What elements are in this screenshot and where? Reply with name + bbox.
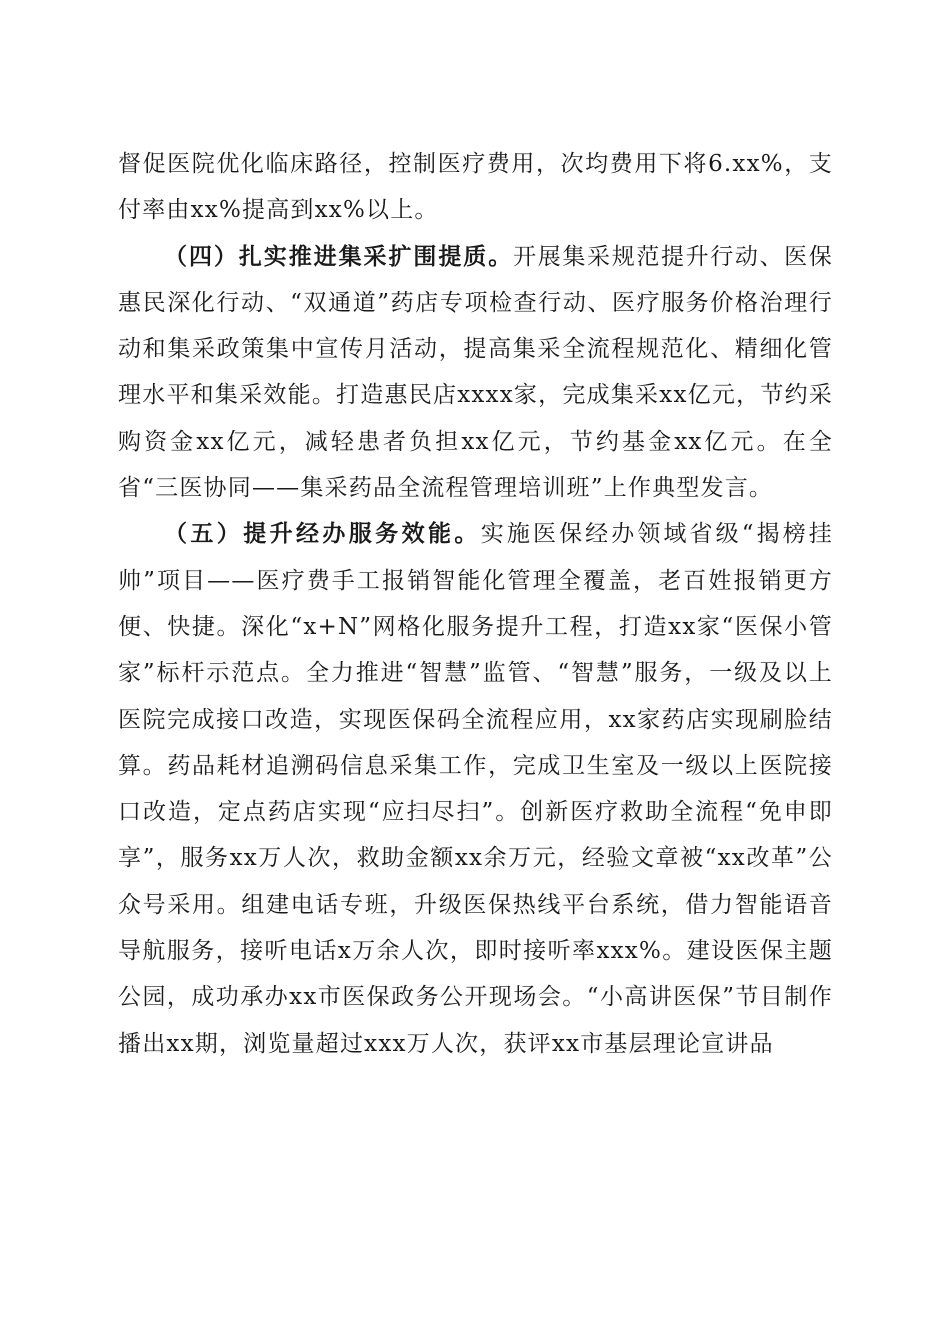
paragraph-continuation xyxy=(118,141,833,234)
document-body xyxy=(118,141,833,1067)
paragraph-section-4 xyxy=(118,234,833,512)
section-heading: （五）提升经办服务效能。 xyxy=(164,521,481,548)
paragraph-body: 督促医院优化临床路径，控制医疗费用，次均费用下将6.xx%，支付率由xx%提高到xx%以上。 xyxy=(118,151,833,224)
paragraph-body: 实施医保经办领域省级“揭榜挂帅”项目——医疗费手工报销智能化管理全覆盖，老百姓报销更方便、快捷。深化“x+N”网格化服务提升工程，打造xx家“医保小管家”标杆示范点。全力推进“智慧”监管、“智慧”服务，一级及以上医院完成接口改造，实现医保码全流程应用，xx家药店实现刷脸结算。药品耗材追溯码信息采集工作，完成卫生室及一级以上医院接口改造，定点药店实现“应扫尽扫”。创新医疗救助全流程“免申即享”，服务xx万人次，救助金额xx余万元，经验文章被“xx改革”公众号采用。组建电话专班，升级医保热线平台系统，借力智能语音导航服务，接听电话x万余人次，即时接听率xxx%。建设医保主题公园，成功承办xx市医保政务公开现场会。“小高讲医保”节目制作播出xx期，浏览量超过xxx万人次，获评xx市基层理论宣讲品 xyxy=(118,521,834,1057)
paragraph-body: 开展集采规范提升行动、医保惠民深化行动、“双通道”药店专项检查行动、医疗服务价格治理行动和集采政策集中宣传月活动，提高集采全流程规范化、精细化管理水平和集采效能。打造惠民店xxxx家，完成集采xx亿元，节约采购资金xx亿元，减轻患者负担xx亿元，节约基金xx亿元。在全省“三医协同——集采药品全流程管理培训班”上作典型发言。 xyxy=(118,243,833,502)
paragraph-section-5 xyxy=(118,511,833,1067)
section-heading: （四）扎实推进集采扩围提质。 xyxy=(164,243,514,270)
